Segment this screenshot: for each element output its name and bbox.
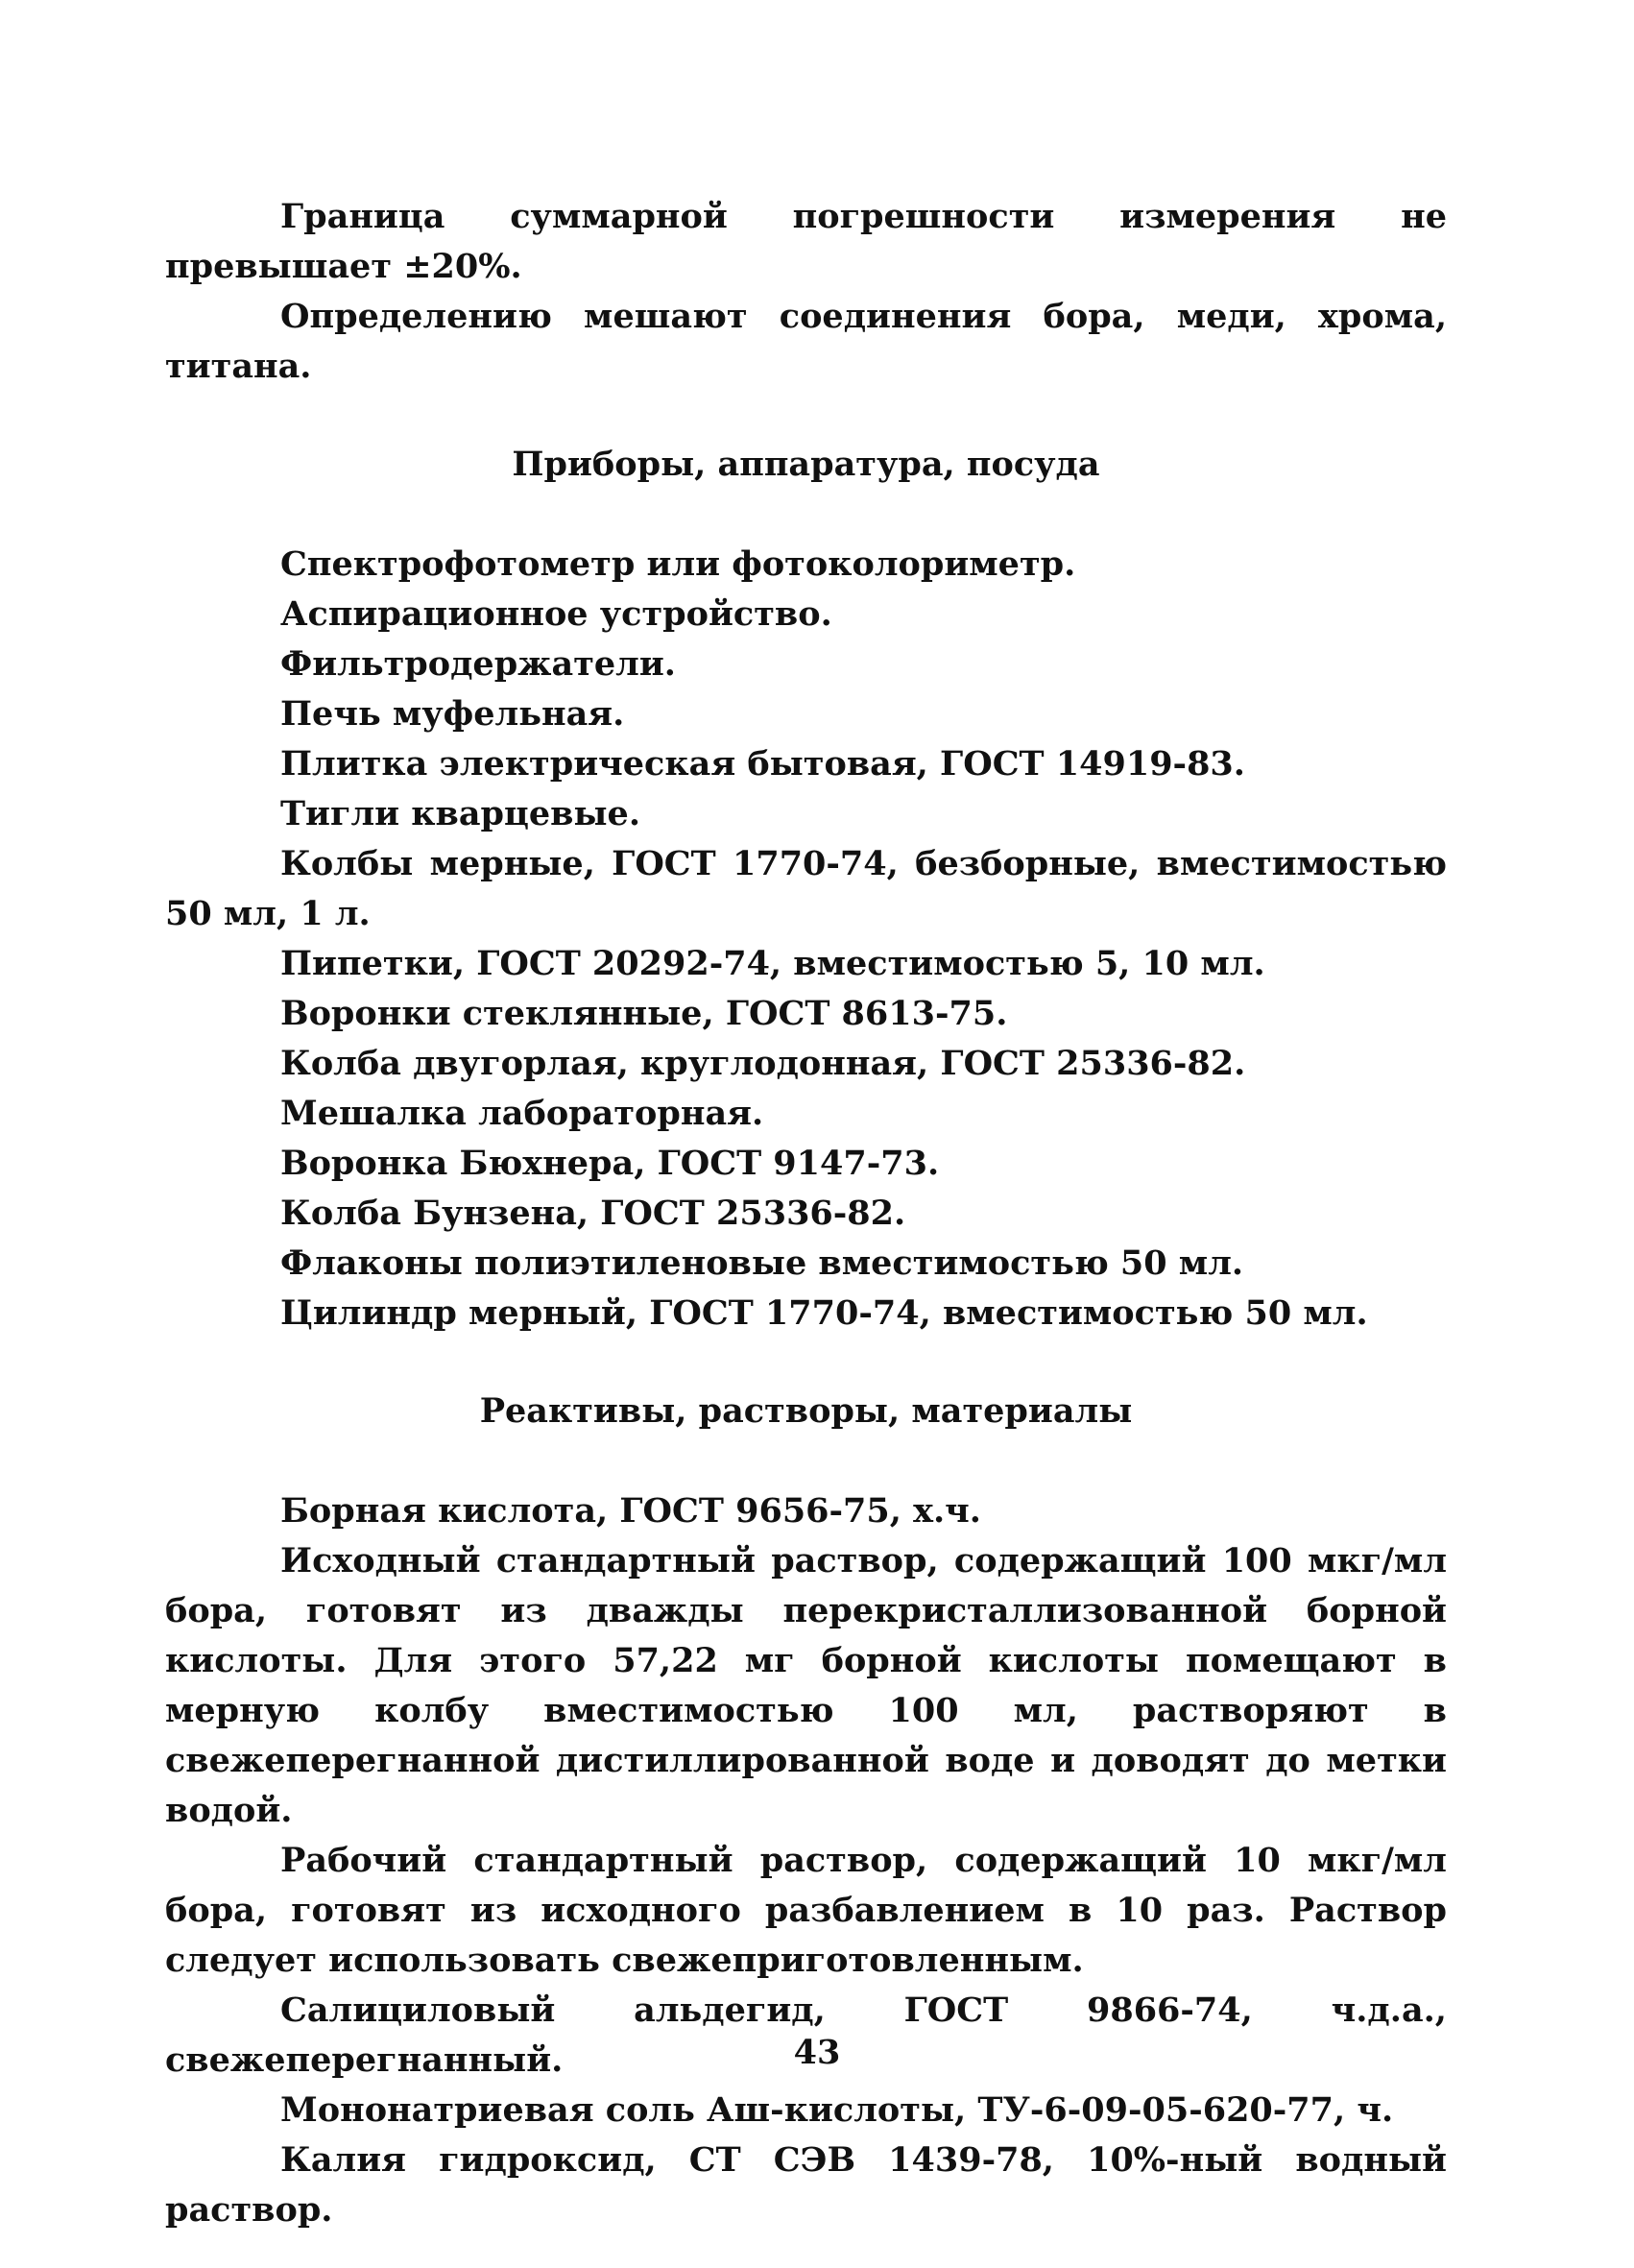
equipment-item: Тигли кварцевые. bbox=[280, 794, 641, 833]
equipment-item: Колбы мерные, ГОСТ 1770-74, безборные, вместимостью 50 мл, 1 л. bbox=[165, 844, 1447, 933]
reagent-item: Мононатриевая соль Аш-кислоты, ТУ-6-09-05-620-77, ч. bbox=[280, 2090, 1394, 2130]
reagents-heading: Реактивы, растворы, материалы bbox=[479, 1391, 1133, 1431]
interference-paragraph: Определению мешают соединения бора, меди, хрома, титана. bbox=[165, 297, 1447, 386]
equipment-item: Колба Бунзена, ГОСТ 25336-82. bbox=[280, 1194, 906, 1233]
equipment-item: Пипетки, ГОСТ 20292-74, вместимостью 5, 10 мл. bbox=[280, 944, 1265, 983]
reagent-item: Калия гидроксид, СТ СЭВ 1439-78, 10%-ный водный раствор. bbox=[165, 2140, 1447, 2230]
spacer bbox=[165, 1436, 1447, 1486]
equipment-item: Аспирационное устройство. bbox=[280, 594, 832, 634]
equipment-heading: Приборы, аппаратура, посуда bbox=[512, 445, 1100, 484]
equipment-item: Мешалка лабораторная. bbox=[280, 1094, 764, 1133]
equipment-item: Спектрофотометр или фотоколориметр. bbox=[280, 544, 1076, 584]
reagent-item: Рабочий стандартный раствор, содержащий 10 мкг/мл бора, готовят из исходного разбавлением в 10 раз. Раствор следует использовать свежеприготовленным. bbox=[165, 1841, 1447, 1980]
page-number: 43 bbox=[793, 2033, 841, 2072]
equipment-item: Воронки стеклянные, ГОСТ 8613-75. bbox=[280, 994, 1008, 1033]
reagents-list bbox=[165, 1486, 1447, 2235]
equipment-list bbox=[165, 540, 1447, 1339]
equipment-item: Плитка электрическая бытовая, ГОСТ 14919-83. bbox=[280, 744, 1245, 784]
reagent-item: Салициловый альдегид, ГОСТ 9866-74, ч.д.а., свежеперегнанный. bbox=[165, 1991, 1447, 2080]
page-content bbox=[165, 192, 1447, 2235]
reagent-item: Борная кислота, ГОСТ 9656-75, х.ч. bbox=[280, 1491, 981, 1531]
spacer bbox=[165, 490, 1447, 540]
reagent-item: Исходный стандартный раствор, содержащий 100 мкг/мл бора, готовят из дважды перекристаллизованной борной кислоты. Для этого 57,22 мг борной кислоты помещают в мерную колбу вместимостью 100 мл, растворяют в свежеперегнанной дистиллированной воде и доводят до метки водой. bbox=[165, 1541, 1447, 1830]
equipment-item: Цилиндр мерный, ГОСТ 1770-74, вместимостью 50 мл. bbox=[280, 1293, 1368, 1333]
equipment-item: Колба двугорлая, круглодонная, ГОСТ 25336-82. bbox=[280, 1044, 1246, 1083]
equipment-item: Печь муфельная. bbox=[280, 694, 625, 734]
equipment-item: Фильтродержатели. bbox=[280, 644, 676, 684]
spacer bbox=[165, 1339, 1447, 1387]
spacer bbox=[165, 392, 1447, 440]
error-limit-paragraph: Граница суммарной погрешности измерения не превышает ±20%. bbox=[165, 197, 1447, 286]
equipment-item: Воронка Бюхнера, ГОСТ 9147-73. bbox=[280, 1144, 940, 1183]
equipment-item: Флаконы полиэтиленовые вместимостью 50 мл. bbox=[280, 1243, 1244, 1283]
